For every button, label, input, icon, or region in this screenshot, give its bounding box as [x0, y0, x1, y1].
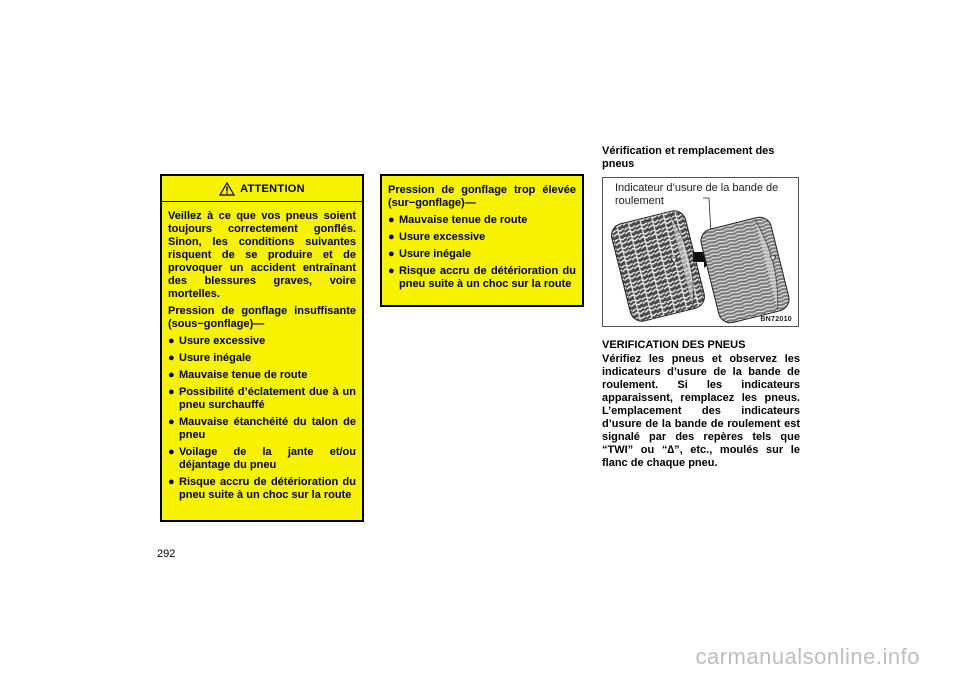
list-item: ● Usure excessive	[388, 231, 486, 243]
tire-tread-illustration	[603, 178, 798, 326]
overinflation-title: Pression de gonflage trop élevée (sur−gonflage)—	[388, 184, 576, 209]
bullet-icon: ●	[168, 352, 175, 364]
bullet-icon: ●	[168, 369, 175, 381]
list-item: ● Usure excessive	[168, 335, 266, 347]
verification-text: Vérifiez les pneus et observez les indicateurs d’usure de la bande de roulement. Si les indicateurs apparaissent, remplacez les pneus. L’emplacement des indicateurs d’usure de la bande de roulement est signalé par des repères tels que “TWI” ou “∆”, etc., moulés sur le flanc de chaque pneu.	[602, 353, 800, 469]
verification-heading: VERIFICATION DES PNEUS	[602, 339, 746, 351]
section-title: Vérification et remplacement des pneus	[602, 145, 775, 170]
figure-caption: Indicateur d’usure de la bande de roulement	[615, 182, 779, 207]
list-item: ● Risque accru de détérioration du pneu suite à un choc sur la route	[168, 476, 356, 501]
warning-icon	[219, 182, 235, 196]
list-item: ● Usure inégale	[388, 248, 472, 260]
overinflation-box	[380, 174, 584, 307]
bullet-icon: ●	[168, 446, 175, 458]
bullet-icon: ●	[168, 476, 175, 488]
bullet-icon: ●	[388, 265, 395, 277]
attention-warning-text: Veillez à ce que vos pneus soient toujours correctement gonflés. Sinon, les conditions suivantes risquent de se produire et de provoquer un accident entraînant des blessures graves, voire mortelles.	[168, 210, 356, 300]
worn-tire-right	[698, 215, 791, 326]
watermark: carmanualsonline.info	[695, 644, 920, 669]
attention-header	[162, 176, 362, 202]
list-item: ● Risque accru de détérioration du pneu suite à un choc sur la route	[388, 265, 576, 290]
bullet-icon: ●	[388, 214, 395, 226]
list-item: ● Usure inégale	[168, 352, 252, 364]
attention-title: ATTENTION	[240, 182, 305, 195]
underinflation-list	[168, 335, 356, 502]
bullet-icon: ●	[168, 416, 175, 428]
bullet-icon: ●	[168, 386, 175, 398]
tread-wear-figure	[602, 177, 799, 327]
attention-box	[160, 174, 364, 522]
bullet-icon: ●	[388, 248, 395, 260]
figure-code: BN72010	[760, 316, 792, 323]
list-item: ● Possibilité d’éclatement due à un pneu surchauffé	[168, 386, 356, 411]
overinflation-list	[388, 214, 576, 291]
bullet-icon: ●	[168, 335, 175, 347]
list-item: ● Mauvaise tenue de route	[168, 369, 308, 381]
page-number: 292	[157, 548, 176, 560]
list-item: ● Mauvaise étanchéité du talon de pneu	[168, 416, 356, 441]
bullet-icon: ●	[388, 231, 395, 243]
list-item: ● Mauvaise tenue de route	[388, 214, 528, 226]
underinflation-title: Pression de gonflage insuffisante (sous−gonflage)—	[168, 305, 356, 330]
worn-tire-left	[609, 208, 707, 323]
list-item: ● Voilage de la jante et/ou déjantage du pneu	[168, 446, 356, 471]
